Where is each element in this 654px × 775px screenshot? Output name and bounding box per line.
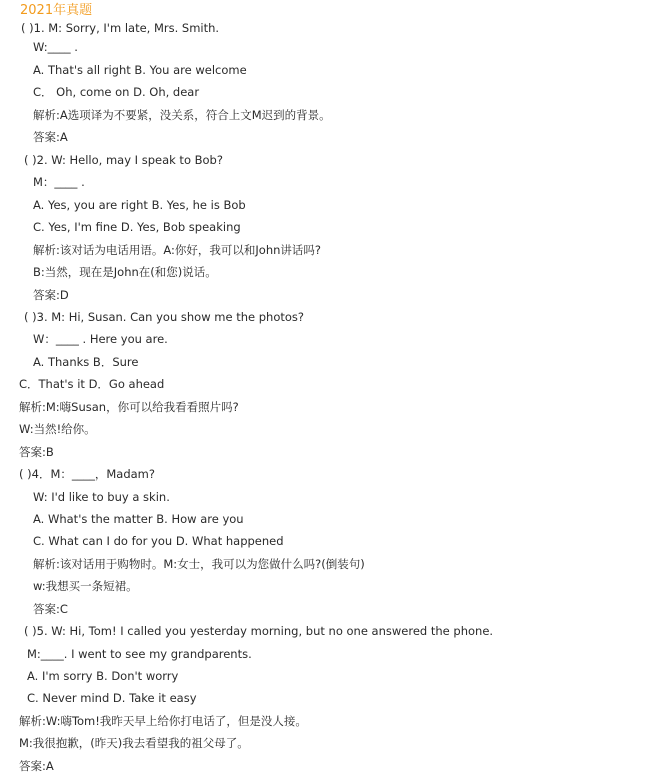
- text-line: A. I'm sorry B. Don't worry: [27, 669, 179, 683]
- text-line: w:我想买一条短裙。: [33, 579, 138, 593]
- text-line: 解析:M:嗨Susan，你可以给我看看照片吗?: [19, 400, 239, 414]
- text-line: C. Yes, I'm fine D. Yes, Bob speaking: [33, 220, 241, 234]
- text-line: ( )2. W: Hello, may I speak to Bob?: [24, 153, 223, 167]
- text-line: 解析:A选项译为不要紧，没关系，符合上文M迟到的背景。: [33, 108, 331, 122]
- text-line: M：____ .: [33, 175, 85, 189]
- text-line: C. What can I do for you D. What happened: [33, 534, 284, 548]
- text-line: 答案:B: [19, 445, 54, 459]
- text-line: C. Never mind D. Take it easy: [27, 691, 197, 705]
- text-line: C． Oh, come on D. Oh, dear: [33, 85, 200, 99]
- section-title: 2021年真题: [20, 3, 93, 18]
- text-line: W: I'd like to buy a skin.: [33, 490, 170, 504]
- text-line: M:我很抱歉，(昨天)我去看望我的祖父母了。: [19, 736, 249, 750]
- text-line: ( )5. W: Hi, Tom! I called you yesterday morning, but no one answered the phone.: [24, 624, 494, 638]
- text-line: 答案:C: [33, 602, 68, 616]
- text-line: 解析:该对话为电话用语。A:你好，我可以和John讲话吗?: [33, 243, 322, 257]
- text-line: 解析:该对话用于购物时。M:女士，我可以为您做什么吗?(倒装句): [33, 557, 365, 571]
- text-line: A. Thanks B．Sure: [33, 355, 139, 369]
- text-line: ( )1. M: Sorry, I'm late, Mrs. Smith.: [21, 21, 220, 35]
- text-line: 答案:A: [33, 130, 68, 144]
- text-line: A. What's the matter B. How are you: [33, 512, 244, 526]
- text-line: W：____ . Here you are.: [33, 332, 168, 346]
- text-line: ( )3. M: Hi, Susan. Can you show me the photos?: [24, 310, 304, 324]
- text-line: 答案:A: [19, 759, 54, 773]
- text-line: 答案:D: [33, 288, 69, 302]
- text-line: W:____ .: [33, 40, 78, 54]
- text-line: A. That's all right B. You are welcome: [33, 63, 247, 77]
- text-line: ( )4．M：____，Madam?: [19, 467, 155, 481]
- text-line: A. Yes, you are right B. Yes, he is Bob: [33, 198, 246, 212]
- text-line: 解析:W:嗨Tom!我昨天早上给你打电话了，但是没人接。: [19, 714, 307, 728]
- text-line: W:当然!给你。: [19, 422, 96, 436]
- text-line: B:当然，现在是John在(和您)说话。: [33, 265, 217, 279]
- text-line: C．That's it D．Go ahead: [19, 377, 165, 391]
- text-line: M:____. I went to see my grandparents.: [27, 647, 252, 661]
